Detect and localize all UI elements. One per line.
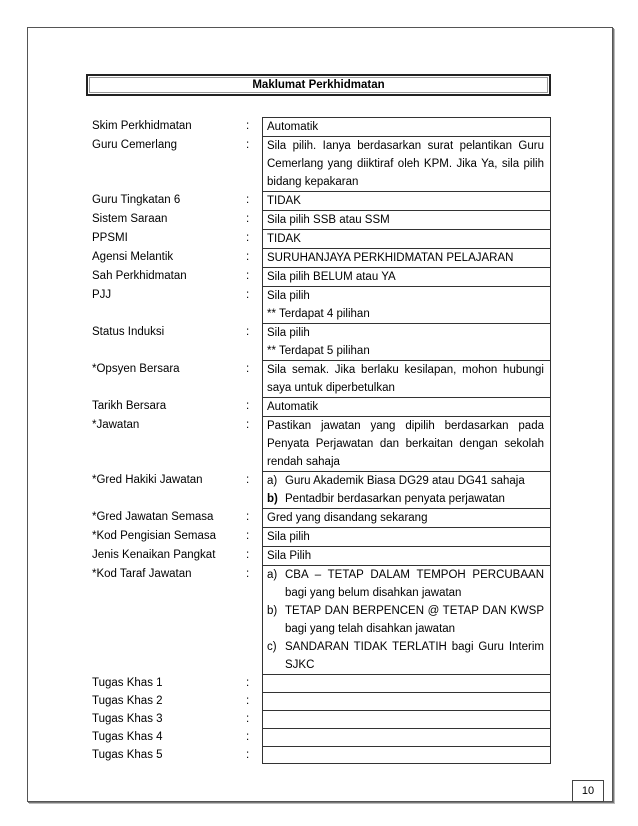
row-tarikh-bersara bbox=[90, 397, 551, 416]
row-guru-cemerlang bbox=[90, 136, 551, 191]
label-kenaikan: Jenis Kenaikan Pangkat bbox=[92, 549, 216, 561]
label-induksi: Status Induksi bbox=[92, 326, 165, 338]
value-skim: Automatik bbox=[262, 117, 551, 136]
colon: : bbox=[246, 363, 250, 375]
value-ppsmi: TIDAK bbox=[262, 229, 551, 248]
label-sah: Sah Perkhidmatan bbox=[92, 270, 187, 282]
label-tugas4: Tugas Khas 4 bbox=[92, 731, 163, 743]
value-tarikh-bersara: Automatik bbox=[262, 397, 551, 416]
row-opsyen bbox=[90, 360, 551, 397]
colon: : bbox=[246, 474, 250, 486]
row-sah bbox=[90, 267, 551, 286]
list-item bbox=[267, 472, 544, 490]
value-pjj-line2: ** Terdapat 4 pilihan bbox=[267, 308, 370, 320]
list-marker: b) bbox=[267, 605, 278, 617]
row-induksi bbox=[90, 323, 551, 360]
colon: : bbox=[246, 194, 250, 206]
value-gred-semasa: Gred yang disandang sekarang bbox=[262, 508, 551, 527]
list-marker: a) bbox=[267, 475, 278, 487]
label-tarikh-bersara: Tarikh Bersara bbox=[92, 400, 167, 412]
value-jawatan: Pastikan jawatan yang dipilih berdasarkan pada Penyata Perjawatan dan berkaitan dengan sekolah rendah sahaja bbox=[262, 416, 551, 471]
colon: : bbox=[246, 213, 250, 225]
value-pjj-line1: Sila pilih bbox=[267, 290, 310, 302]
label-kod-taraf: *Kod Taraf Jawatan bbox=[92, 568, 192, 580]
row-guru-tingkatan6 bbox=[90, 191, 551, 210]
colon: : bbox=[246, 419, 250, 431]
colon: : bbox=[246, 713, 250, 725]
row-agensi bbox=[90, 248, 551, 267]
colon: : bbox=[246, 251, 250, 263]
label-tugas1: Tugas Khas 1 bbox=[92, 677, 163, 689]
colon: : bbox=[246, 731, 250, 743]
row-skim bbox=[90, 117, 551, 136]
row-sistem-saraan bbox=[90, 210, 551, 229]
row-tugas5 bbox=[90, 746, 551, 764]
section-title-text: Maklumat Perkhidmatan bbox=[252, 79, 385, 91]
row-pjj bbox=[90, 286, 551, 323]
value-sistem-saraan: Sila pilih SSB atau SSM bbox=[262, 210, 551, 229]
row-gred-semasa bbox=[90, 508, 551, 527]
label-guru-tingkatan6: Guru Tingkatan 6 bbox=[92, 194, 181, 206]
colon: : bbox=[246, 568, 250, 580]
row-kenaikan bbox=[90, 546, 551, 565]
value-pjj bbox=[262, 286, 551, 323]
list-text: SANDARAN TIDAK TERLATIH bagi Guru Interim SJKC bbox=[285, 641, 544, 671]
row-jawatan bbox=[90, 416, 551, 471]
label-sistem-saraan: Sistem Saraan bbox=[92, 213, 168, 225]
colon: : bbox=[246, 400, 250, 412]
label-opsyen: *Opsyen Bersara bbox=[92, 363, 180, 375]
colon: : bbox=[246, 270, 250, 282]
value-sah: Sila pilih BELUM atau YA bbox=[262, 267, 551, 286]
colon: : bbox=[246, 139, 250, 151]
value-tugas5 bbox=[262, 746, 551, 764]
label-gred-semasa: *Gred Jawatan Semasa bbox=[92, 511, 214, 523]
page-number-text: 10 bbox=[581, 785, 595, 797]
row-kod-pengisian bbox=[90, 527, 551, 546]
value-tugas3 bbox=[262, 710, 551, 728]
list-item bbox=[267, 490, 544, 508]
list-marker: a) bbox=[267, 569, 278, 581]
colon: : bbox=[246, 511, 250, 523]
label-skim: Skim Perkhidmatan bbox=[92, 120, 192, 132]
section-title bbox=[86, 74, 551, 96]
colon: : bbox=[246, 549, 250, 561]
list-item bbox=[267, 638, 544, 674]
colon: : bbox=[246, 120, 250, 132]
label-guru-cemerlang: Guru Cemerlang bbox=[92, 139, 178, 151]
value-induksi-line2: ** Terdapat 5 pilihan bbox=[267, 345, 370, 357]
value-kod-pengisian: Sila pilih bbox=[262, 527, 551, 546]
value-guru-tingkatan6: TIDAK bbox=[262, 191, 551, 210]
row-tugas1 bbox=[90, 674, 551, 692]
list-text: CBA – TETAP DALAM TEMPOH PERCUBAAN bagi yang belum disahkan jawatan bbox=[285, 569, 544, 599]
list-item bbox=[267, 602, 544, 638]
row-tugas2 bbox=[90, 692, 551, 710]
service-info-table bbox=[90, 117, 551, 764]
row-kod-taraf bbox=[90, 565, 551, 674]
list-item bbox=[267, 566, 544, 602]
list-text: Guru Akademik Biasa DG29 atau DG41 sahaja bbox=[285, 475, 525, 487]
label-kod-pengisian: *Kod Pengisian Semasa bbox=[92, 530, 217, 542]
value-tugas4 bbox=[262, 728, 551, 746]
value-induksi-line1: Sila pilih bbox=[267, 327, 310, 339]
label-tugas3: Tugas Khas 3 bbox=[92, 713, 163, 725]
label-tugas2: Tugas Khas 2 bbox=[92, 695, 163, 707]
value-tugas1 bbox=[262, 674, 551, 692]
value-tugas2 bbox=[262, 692, 551, 710]
label-tugas5: Tugas Khas 5 bbox=[92, 749, 163, 761]
label-agensi: Agensi Melantik bbox=[92, 251, 174, 263]
colon: : bbox=[246, 695, 250, 707]
value-agensi: SURUHANJAYA PERKHIDMATAN PELAJARAN bbox=[262, 248, 551, 267]
list-marker: b) bbox=[267, 493, 278, 505]
label-pjj: PJJ bbox=[92, 289, 112, 301]
row-ppsmi bbox=[90, 229, 551, 248]
list-marker: c) bbox=[267, 641, 277, 653]
value-guru-cemerlang: Sila pilih. Ianya berdasarkan surat pelantikan Guru Cemerlang yang diiktiraf oleh KPM. Jika Ya, sila pilih bidang kepakaran bbox=[262, 136, 551, 191]
value-kod-taraf bbox=[262, 565, 551, 674]
value-gred-hakiki bbox=[262, 471, 551, 508]
colon: : bbox=[246, 289, 250, 301]
value-induksi bbox=[262, 323, 551, 360]
label-gred-hakiki: *Gred Hakiki Jawatan bbox=[92, 474, 203, 486]
colon: : bbox=[246, 749, 250, 761]
label-ppsmi: PPSMI bbox=[92, 232, 128, 244]
colon: : bbox=[246, 232, 250, 244]
row-gred-hakiki bbox=[90, 471, 551, 508]
value-kenaikan: Sila Pilih bbox=[262, 546, 551, 565]
page-number bbox=[572, 780, 604, 802]
list-text: Pentadbir berdasarkan penyata perjawatan bbox=[285, 493, 505, 505]
list-text: TETAP DAN BERPENCEN @ TETAP DAN KWSP bagi yang telah disahkan jawatan bbox=[285, 605, 544, 635]
value-opsyen: Sila semak. Jika berlaku kesilapan, mohon hubungi saya untuk diperbetulkan bbox=[262, 360, 551, 397]
row-tugas4 bbox=[90, 728, 551, 746]
label-jawatan: *Jawatan bbox=[92, 419, 140, 431]
colon: : bbox=[246, 326, 250, 338]
colon: : bbox=[246, 677, 250, 689]
colon: : bbox=[246, 530, 250, 542]
row-tugas3 bbox=[90, 710, 551, 728]
